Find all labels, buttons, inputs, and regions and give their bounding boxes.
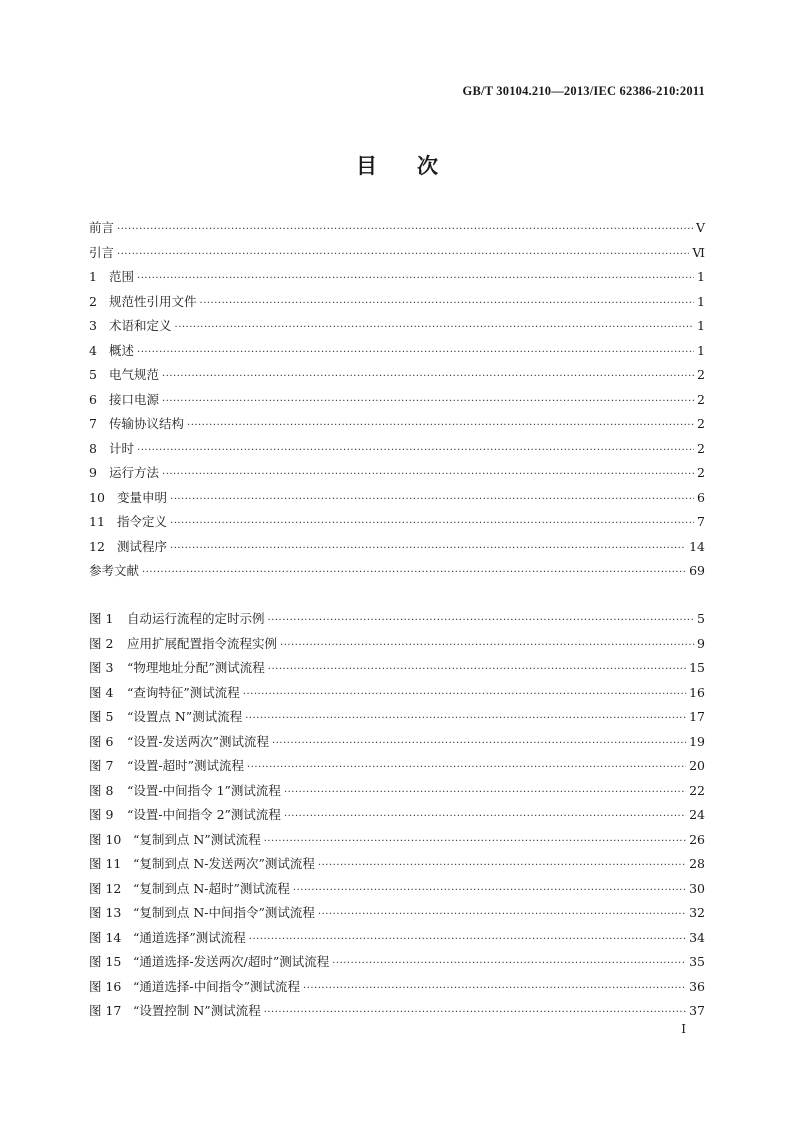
toc-entry-6[interactable] — [89, 388, 705, 413]
toc-entry-page: 7 — [697, 514, 705, 529]
toc-entry-page: 1 — [697, 293, 705, 309]
toc-entry-9[interactable] — [89, 461, 705, 486]
toc-entry-introduction[interactable] — [89, 241, 705, 266]
toc-entry-text: 概述 — [109, 342, 135, 358]
figure-page: 37 — [689, 1003, 705, 1018]
toc-entry-5[interactable] — [89, 363, 705, 388]
toc-entry-text: 术语和定义 — [109, 318, 172, 333]
figure-page: 20 — [689, 758, 705, 773]
figure-entry-15[interactable] — [89, 950, 705, 975]
page-number: Ⅰ — [681, 1022, 686, 1036]
figure-page: 19 — [689, 733, 705, 749]
toc-entry-number: 11 — [89, 514, 105, 529]
figure-entry-11[interactable] — [89, 852, 705, 877]
figure-entry-17[interactable] — [89, 999, 705, 1024]
toc-leader — [175, 316, 694, 341]
toc-leader — [280, 634, 694, 659]
toc-leader — [137, 267, 694, 292]
toc-entry-page: 1 — [697, 342, 705, 358]
toc-entry-text: 规范性引用文件 — [109, 293, 197, 309]
toc-leader — [170, 488, 694, 513]
toc-entry-number: 10 — [89, 489, 105, 505]
figure-number: 图 14 — [89, 929, 122, 945]
figure-title: “通道选择-发送两次/超时”测试流程 — [133, 954, 330, 969]
toc-entry-foreword[interactable] — [89, 216, 705, 241]
toc-entry-page: 2 — [697, 391, 705, 407]
figure-title: “查询特征”测试流程 — [127, 684, 240, 700]
toc-entry-page: 1 — [697, 318, 705, 333]
toc-leader — [117, 218, 693, 243]
figure-title: “设置控制 N”测试流程 — [133, 1003, 261, 1018]
toc-entry-page: 2 — [697, 416, 705, 431]
toc-entry-12[interactable] — [89, 535, 705, 560]
toc-entry-text: 引言 — [89, 244, 115, 260]
standard-number: GB/T 30104.210—2013/IEC 62386-210:2011 — [462, 84, 705, 98]
toc-leader — [162, 365, 694, 390]
toc-leader — [284, 781, 686, 806]
list-of-figures — [89, 607, 705, 1024]
figure-title: “设置-超时”测试流程 — [127, 758, 245, 773]
figure-page: 17 — [689, 709, 705, 724]
figure-entry-4[interactable] — [89, 681, 705, 706]
toc-entry-number: 8 — [89, 440, 97, 456]
figure-entry-7[interactable] — [89, 754, 705, 779]
figure-title: “设置-中间指令 1”测试流程 — [127, 782, 281, 798]
figure-page: 26 — [689, 831, 705, 847]
toc-entry-3[interactable] — [89, 314, 705, 339]
toc-leader — [249, 928, 686, 953]
toc-leader — [187, 414, 694, 439]
toc-leader — [264, 830, 686, 855]
figure-page: 34 — [689, 929, 705, 945]
figure-number: 图 15 — [89, 954, 122, 969]
figure-number: 图 3 — [89, 660, 114, 675]
figure-entry-14[interactable] — [89, 926, 705, 951]
figure-number: 图 17 — [89, 1003, 122, 1018]
toc-leader — [142, 561, 686, 586]
figure-title: 应用扩展配置指令流程实例 — [127, 635, 278, 651]
figure-entry-5[interactable] — [89, 705, 705, 730]
toc-entry-number: 6 — [89, 391, 97, 407]
table-of-contents — [89, 216, 705, 584]
figure-title: “复制到点 N-中间指令”测试流程 — [133, 905, 315, 920]
toc-entry-11[interactable] — [89, 510, 705, 535]
figure-title: “复制到点 N-发送两次”测试流程 — [133, 856, 315, 871]
figure-page: 16 — [689, 684, 705, 700]
toc-entry-text: 运行方法 — [109, 465, 160, 480]
toc-entry-text: 前言 — [89, 220, 115, 235]
toc-leader — [293, 879, 686, 904]
figure-page: 9 — [697, 635, 705, 651]
toc-entry-10[interactable] — [89, 486, 705, 511]
toc-entry-page: 2 — [697, 367, 705, 382]
figure-number: 图 6 — [89, 733, 114, 749]
figure-entry-13[interactable] — [89, 901, 705, 926]
toc-entry-page: Ⅴ — [695, 220, 705, 235]
figure-entry-2[interactable] — [89, 632, 705, 657]
toc-entry-7[interactable] — [89, 412, 705, 437]
figure-title: “通道选择”测试流程 — [133, 929, 246, 945]
toc-leader — [247, 756, 686, 781]
toc-entry-text: 范围 — [109, 269, 135, 284]
figure-number: 图 9 — [89, 807, 114, 822]
toc-leader — [137, 439, 694, 464]
toc-entry-number: 12 — [89, 538, 105, 554]
figure-number: 图 4 — [89, 684, 114, 700]
toc-entry-text: 传输协议结构 — [109, 416, 185, 431]
figure-entry-10[interactable] — [89, 828, 705, 853]
toc-entry-number: 2 — [89, 293, 97, 309]
figure-page: 15 — [689, 660, 705, 675]
figure-number: 图 10 — [89, 831, 122, 847]
figure-entry-9[interactable] — [89, 803, 705, 828]
toc-leader — [137, 341, 694, 366]
figure-number: 图 2 — [89, 635, 114, 651]
figure-page: 5 — [697, 611, 705, 626]
figure-entry-3[interactable] — [89, 656, 705, 681]
toc-leader — [303, 977, 686, 1002]
figure-entry-8[interactable] — [89, 779, 705, 804]
toc-leader — [162, 390, 694, 415]
toc-entry-8[interactable] — [89, 437, 705, 462]
figure-page: 24 — [689, 807, 705, 822]
figure-number: 图 13 — [89, 905, 122, 920]
figure-number: 图 12 — [89, 880, 122, 896]
toc-entry-number: 4 — [89, 342, 97, 358]
figure-entry-6[interactable] — [89, 730, 705, 755]
figure-title: “复制到点 N”测试流程 — [133, 831, 261, 847]
toc-entry-text: 测试程序 — [117, 538, 168, 554]
toc-entry-page: 2 — [697, 465, 705, 480]
toc-leader — [332, 952, 686, 977]
toc-entry-text: 电气规范 — [109, 367, 160, 382]
figure-entry-1[interactable] — [89, 607, 705, 632]
figure-entry-12[interactable] — [89, 877, 705, 902]
figure-title: “设置-中间指令 2”测试流程 — [127, 807, 281, 822]
figure-page: 22 — [689, 782, 705, 798]
figure-page: 32 — [689, 905, 705, 920]
toc-leader — [170, 537, 686, 562]
toc-leader — [170, 512, 694, 537]
figure-page: 28 — [689, 856, 705, 871]
toc-entry-page: 2 — [697, 440, 705, 456]
figure-title: “设置-发送两次”测试流程 — [127, 733, 270, 749]
toc-leader — [272, 732, 686, 757]
toc-entry-text: 指令定义 — [117, 514, 168, 529]
figure-entry-16[interactable] — [89, 975, 705, 1000]
toc-leader — [117, 243, 689, 268]
toc-entry-text: 参考文献 — [89, 563, 140, 578]
figure-page: 35 — [689, 954, 705, 969]
toc-entry-number: 7 — [89, 416, 97, 431]
toc-leader — [264, 1001, 686, 1026]
figure-number: 图 5 — [89, 709, 114, 724]
toc-entry-text: 接口电源 — [109, 391, 160, 407]
figure-title: “复制到点 N-超时”测试流程 — [133, 880, 290, 896]
toc-leader — [268, 609, 694, 634]
toc-entry-number: 5 — [89, 367, 97, 382]
figure-number: 图 16 — [89, 978, 122, 994]
toc-entry-number: 3 — [89, 318, 97, 333]
figure-title: 自动运行流程的定时示例 — [127, 611, 265, 626]
toc-leader — [162, 463, 694, 488]
toc-entry-2[interactable] — [89, 290, 705, 315]
toc-leader — [200, 292, 694, 317]
toc-leader — [268, 658, 686, 683]
toc-leader — [318, 854, 686, 879]
toc-entry-4[interactable] — [89, 339, 705, 364]
figure-number: 图 11 — [89, 856, 122, 871]
toc-entry-number: 9 — [89, 465, 97, 480]
toc-entry-bibliography[interactable] — [89, 559, 705, 584]
toc-entry-1[interactable] — [89, 265, 705, 290]
figure-title: “设置点 N”测试流程 — [127, 709, 243, 724]
toc-leader — [243, 683, 686, 708]
toc-leader — [284, 805, 686, 830]
figure-title: “物理地址分配”测试流程 — [127, 660, 265, 675]
toc-entry-page: 6 — [697, 489, 705, 505]
toc-entry-text: 变量申明 — [117, 489, 168, 505]
figure-title: “通道选择-中间指令”测试流程 — [133, 978, 301, 994]
toc-leader — [318, 903, 686, 928]
page-title: 目次 — [356, 153, 478, 178]
toc-entry-number: 1 — [89, 269, 97, 284]
toc-entry-page: Ⅵ — [692, 244, 705, 260]
toc-entry-text: 计时 — [109, 440, 135, 456]
toc-entry-page: 69 — [689, 563, 705, 578]
figure-page: 36 — [689, 978, 705, 994]
figure-number: 图 7 — [89, 758, 114, 773]
figure-number: 图 1 — [89, 611, 114, 626]
toc-leader — [245, 707, 686, 732]
toc-entry-page: 14 — [689, 538, 705, 554]
figure-number: 图 8 — [89, 782, 114, 798]
toc-entry-page: 1 — [697, 269, 705, 284]
figure-page: 30 — [689, 880, 705, 896]
